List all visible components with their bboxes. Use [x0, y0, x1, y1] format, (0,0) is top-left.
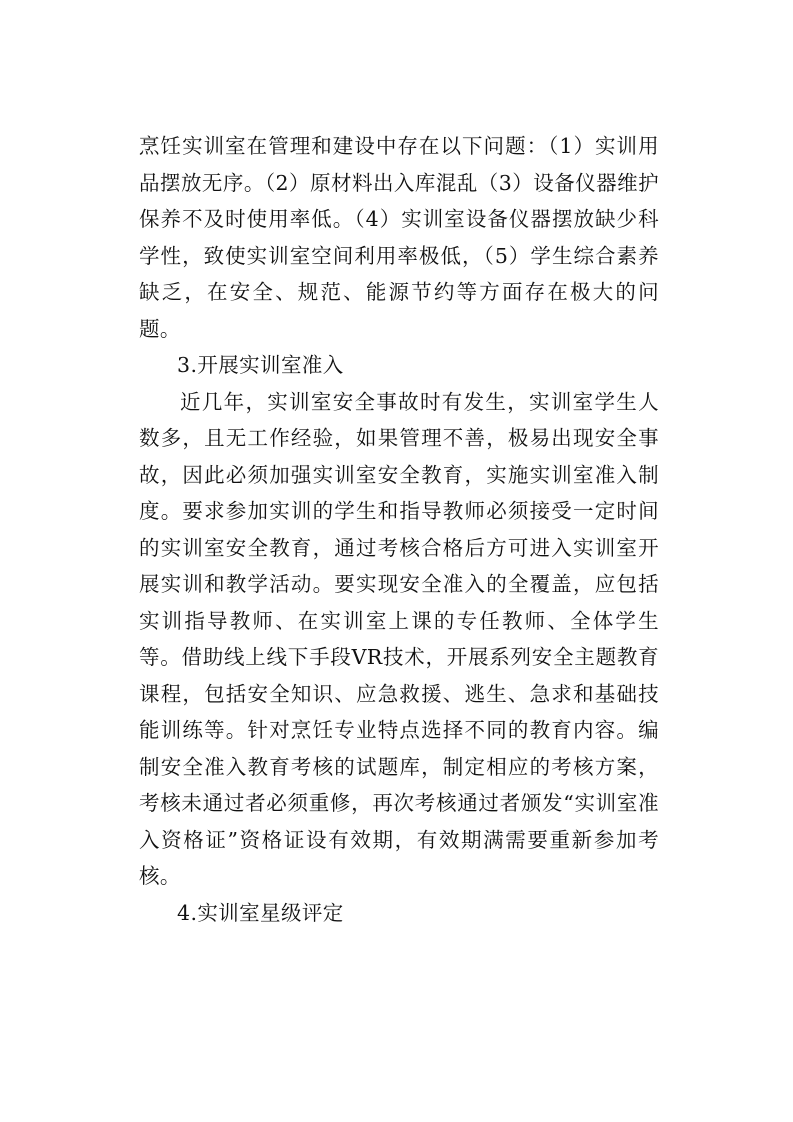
- document-body: [139, 128, 659, 931]
- section-heading-4: 4.实训室星级评定: [177, 900, 344, 925]
- paragraph-lab-access: 近几年，实训室安全事故时有发生，实训室学生人数多，且无工作经验，如果管理不善，极易出现安全事故，因此必须加强实训室安全教育，实施实训室准入制度。要求参加实训的学生和指导教师必须接受一定时间的实训室安全教育，通过考核合格后方可进入实训室开展实训和教学活动。要实现安全准入的全覆盖，应包括实训指导教师、在实训室上课的专任教师、全体学生等。借助线上线下手段VR技术，开展系列安全主题教育课程，包括安全知识、应急救援、逃生、急求和基础技能训练等。针对烹饪专业特点选择不同的教育内容。编制安全准入教育考核的试题库，制定相应的考核方案，考核未通过者必须重修，再次考核通过者颁发“实训室准入资格证”资格证设有效期，有效期满需要重新参加考核。: [139, 389, 659, 888]
- paragraph-problems: 烹饪实训室在管理和建设中存在以下问题：（1）实训用品摆放无序。（2）原材料出入库混乱（3）设备仪器维护保养不及时使用率低。（4）实训室设备仪器摆放缺少科学性，致使实训室空间利用率极低，（5）学生综合素养缺乏，在安全、规范、能源节约等方面存在极大的问题。: [139, 134, 659, 341]
- section-heading-3: 3.开展实训室准入: [177, 353, 344, 377]
